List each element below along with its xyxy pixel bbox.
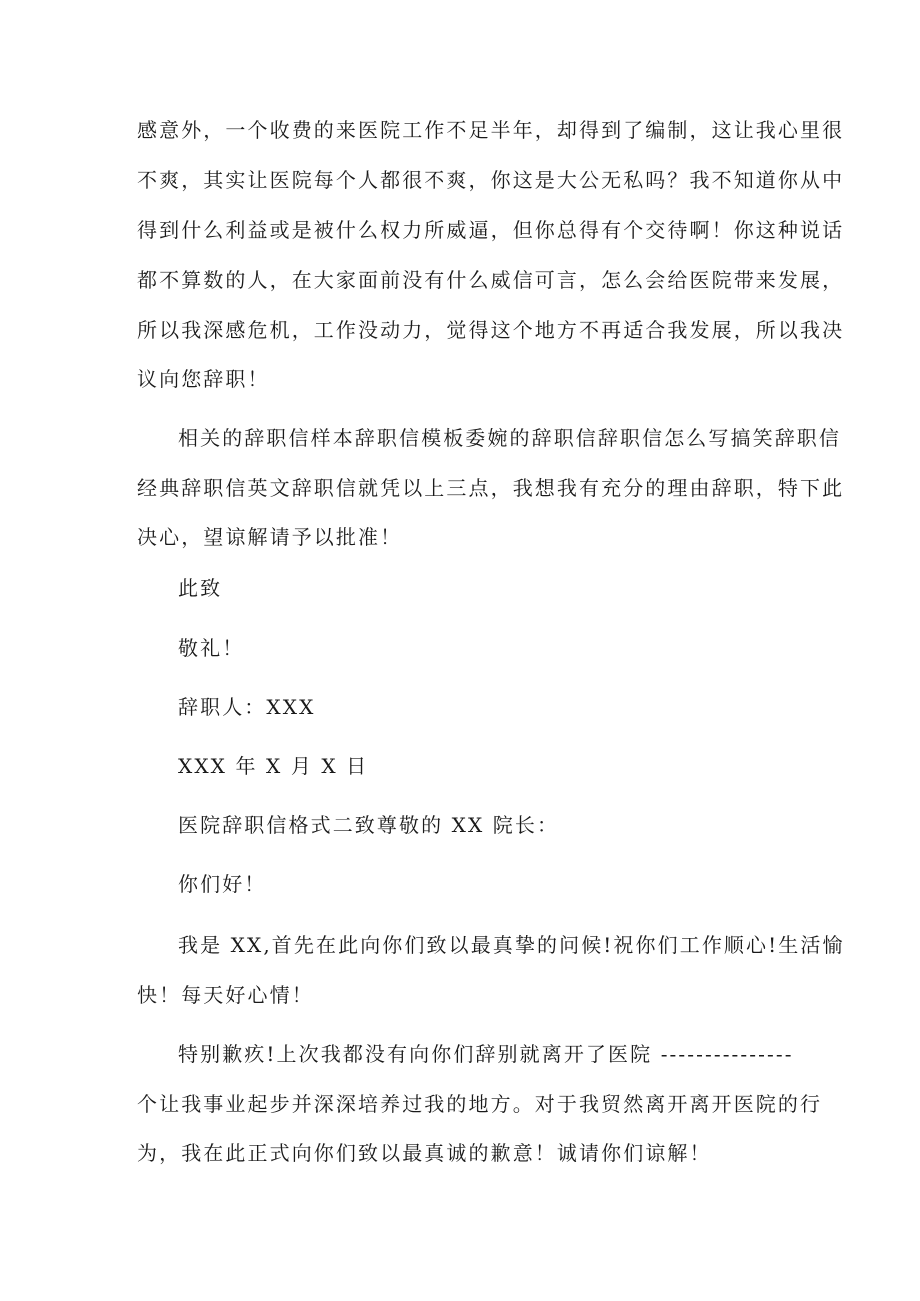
para4-line-3: 为，我在此正式向你们致以最真诚的歉意！诚请你们谅解！ [137,1141,712,1165]
closing-text: 此致 [178,576,223,600]
para2-line-2: 经典辞职信英文辞职信就凭以上三点，我想我有充分的理由辞职，特下此 [137,476,845,500]
para3-line-2: 快！每天好心情！ [137,983,314,1007]
para4-line-2: 个让我事业起步并深深培养过我的地方。对于我贸然离开离开医院的行 [137,1092,823,1116]
para1-line-1: 感意外，一个收费的来医院工作不足半年，却得到了编制，这让我心里很 [137,118,845,142]
greeting-text: 你们好！ [178,872,267,896]
para1-line-4: 都不算数的人，在大家面前没有什么威信可言，怎么会给医院带来发展， [137,268,845,292]
para1-line-5: 所以我深感危机，工作没动力，觉得这个地方不再适合我发展，所以我决 [137,318,845,342]
signer-line: 辞职人：XXX [178,695,316,719]
para1-line-3: 得到什么利益或是被什么权力所威逼，但你总得有个交待啊！你这种说话 [137,218,845,242]
section-heading: 医院辞职信格式二致尊敬的 XX 院长： [178,813,560,837]
para2-line-1: 相关的辞职信样本辞职信模板委婉的辞职信辞职信怎么写搞笑辞职信 [178,426,841,450]
para4-line-1: 特别歉疚!上次我都没有向你们辞别就离开了医院 --------------- [178,1042,794,1066]
para1-line-6: 议向您辞职！ [137,367,270,391]
para3-line-1: 我是 XX,首先在此向你们致以最真挚的问候!祝你们工作顺心!生活愉 [178,933,845,957]
para2-line-3: 决心，望谅解请予以批准！ [137,525,403,549]
salute-text: 敬礼！ [178,636,245,660]
para1-line-2: 不爽，其实让医院每个人都很不爽，你这是大公无私吗？我不知道你从中 [137,168,845,192]
date-line: XXX 年 X 月 X 日 [178,754,369,778]
